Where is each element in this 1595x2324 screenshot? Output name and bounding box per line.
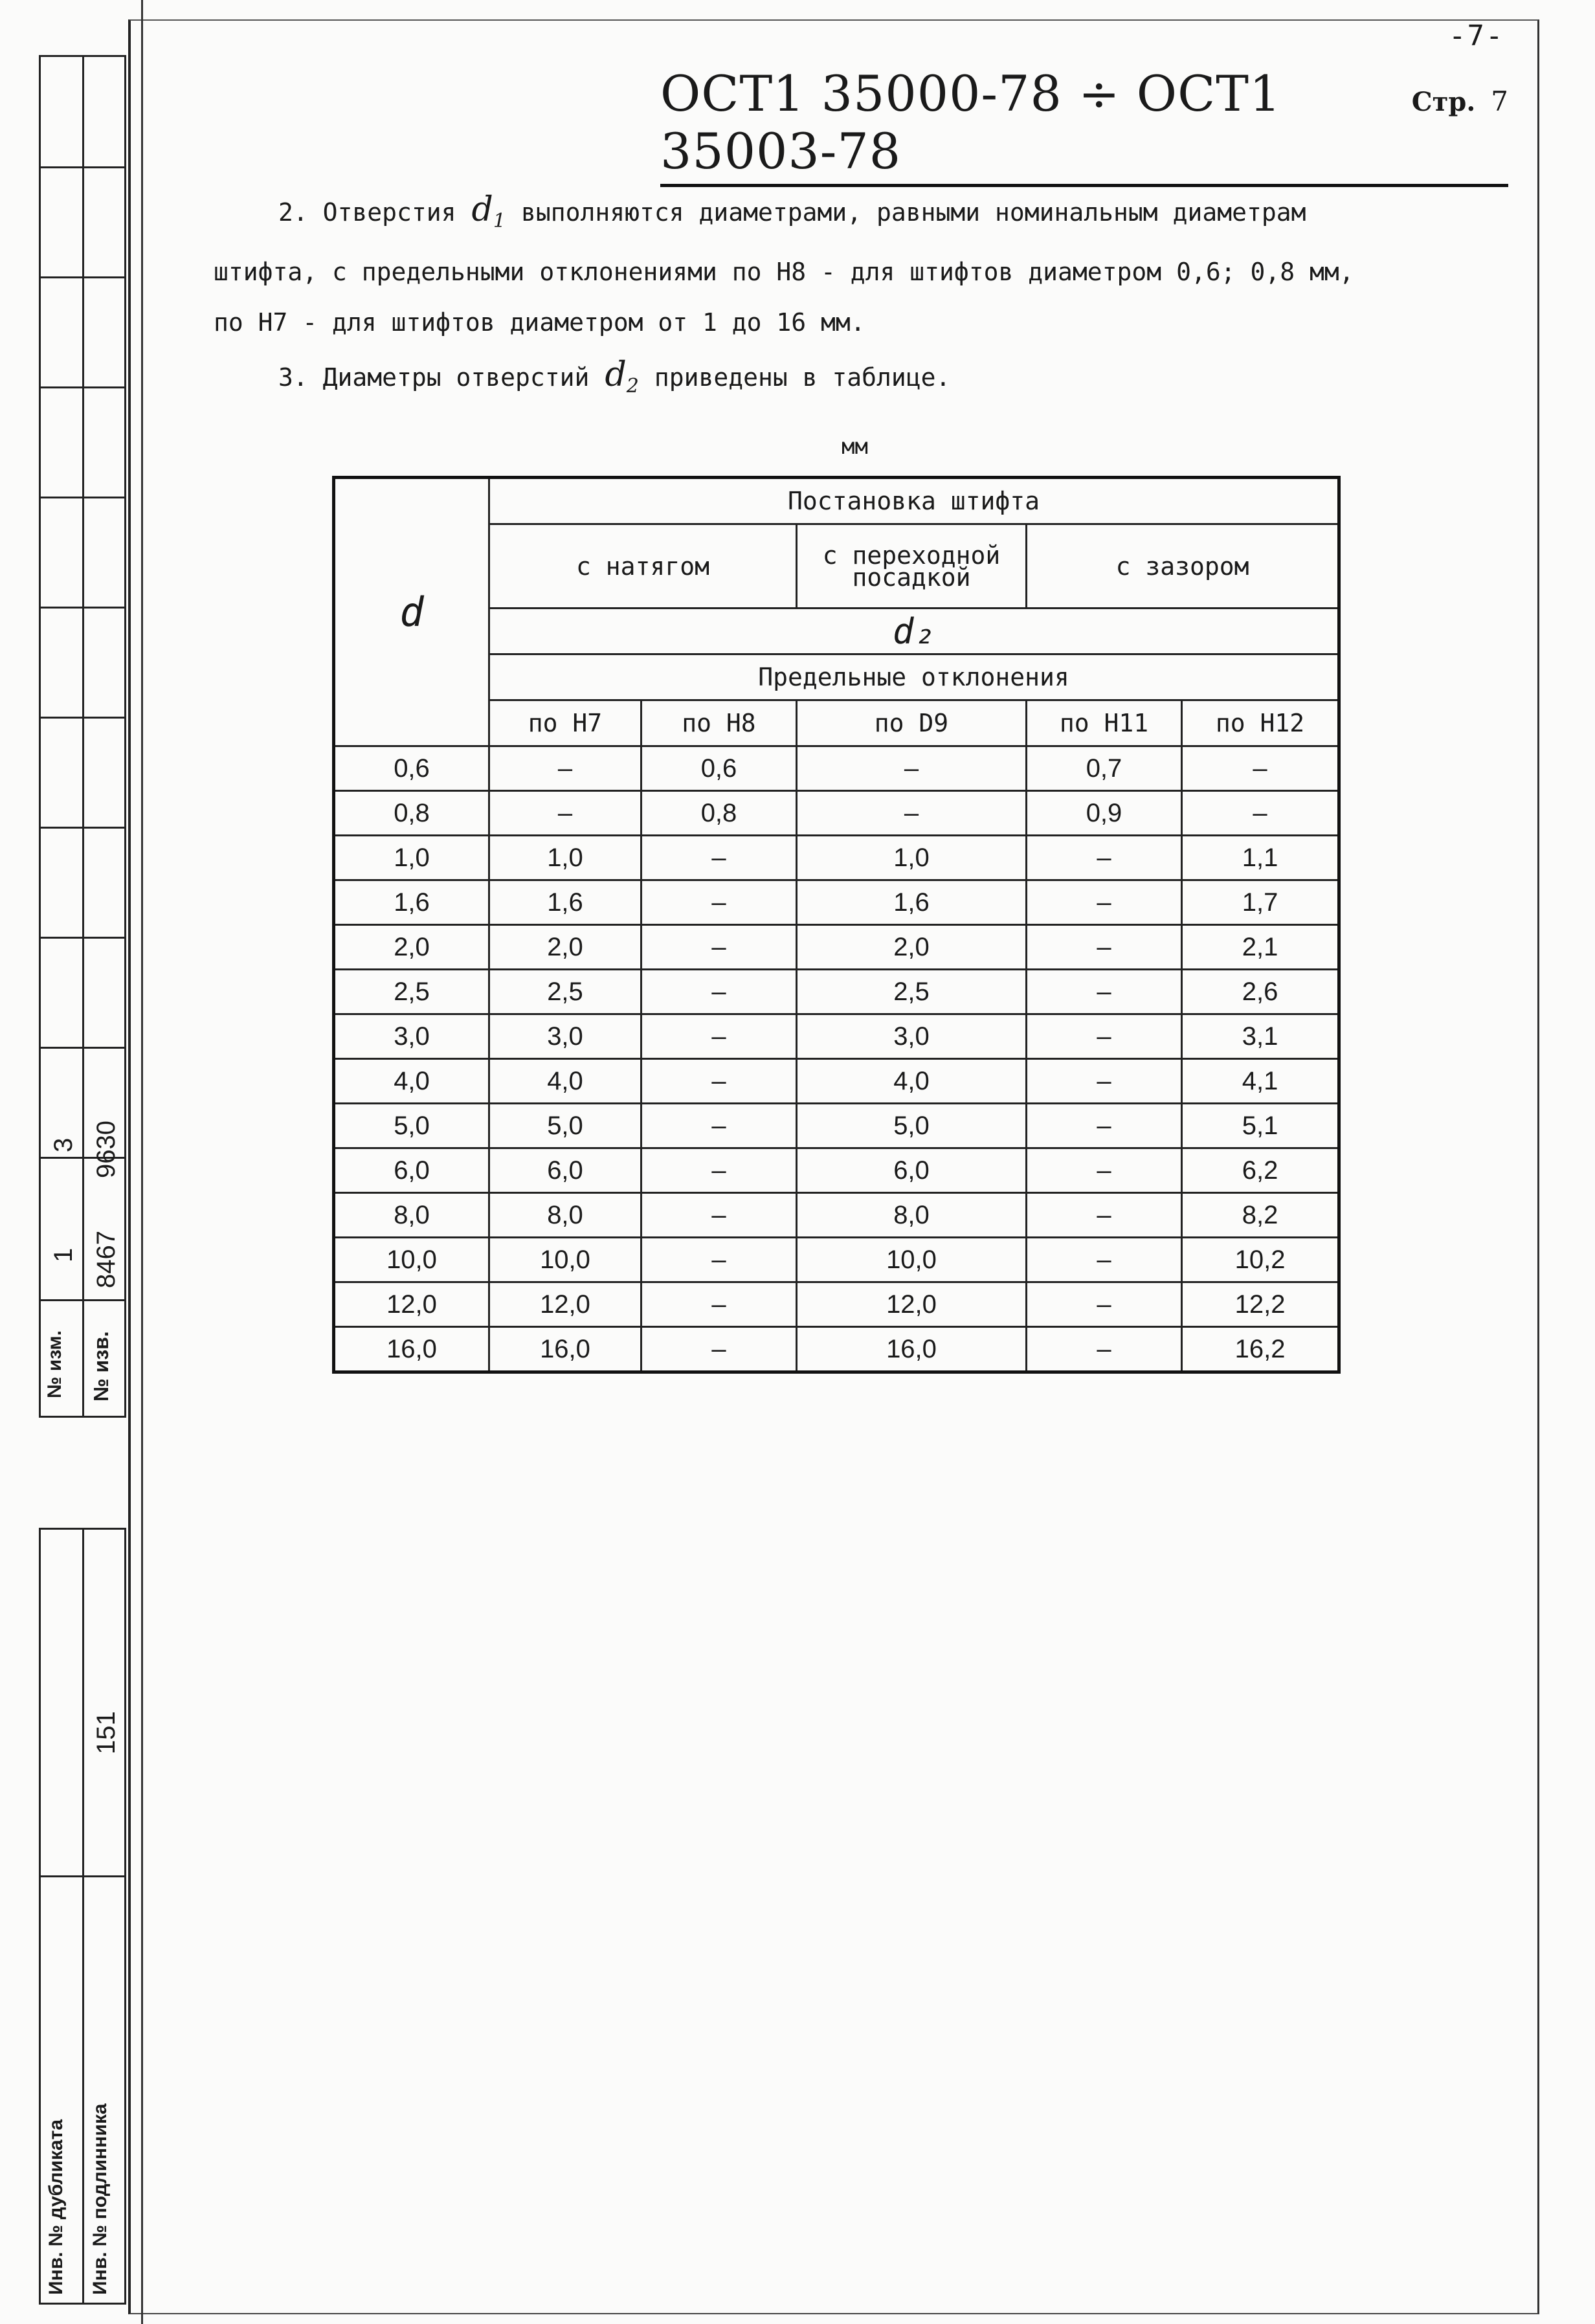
cell-d9: 5,0 [797, 1104, 1027, 1148]
col-h11: по Н11 [1027, 700, 1182, 746]
cell-h7: 10,0 [489, 1238, 641, 1282]
cell-h12: 10,2 [1182, 1238, 1339, 1282]
cell-h8: – [641, 880, 797, 925]
table-row [334, 746, 1339, 791]
document-header [660, 65, 1508, 187]
cell-h12: 12,2 [1182, 1282, 1339, 1327]
table-row [334, 1327, 1339, 1372]
table-row [334, 880, 1339, 925]
cell-d9: 1,0 [797, 836, 1027, 880]
cell-d9: 4,0 [797, 1059, 1027, 1104]
cell-h12: 4,1 [1182, 1059, 1339, 1104]
table-row [334, 1193, 1339, 1238]
symbol-d2: $d_2$ [605, 355, 639, 397]
page-label: Стр. [1411, 87, 1476, 117]
header-fit-interference: с натягом [489, 524, 797, 609]
table-row [334, 1238, 1339, 1282]
cell-h11: – [1027, 1104, 1182, 1148]
cell-h8: – [641, 1282, 797, 1327]
col-h12: по Н12 [1182, 700, 1339, 746]
cell-h7: 6,0 [489, 1148, 641, 1193]
cell-h11: – [1027, 1014, 1182, 1059]
cell-h12: – [1182, 791, 1339, 836]
cell-h7: 2,5 [489, 970, 641, 1014]
standard-title: ОСТ1 35000-78 ÷ ОСТ1 35003-78 [660, 65, 1282, 180]
para3-start: 3. Диаметры отверстий [278, 363, 590, 392]
table-row [334, 836, 1339, 880]
header-d: d [334, 478, 489, 746]
cell-d9: 10,0 [797, 1238, 1027, 1282]
cell-h8: 0,6 [641, 746, 797, 791]
cell-h11: 0,9 [1027, 791, 1182, 836]
cell-d9: – [797, 746, 1027, 791]
header-placement: Постановка штифта [489, 478, 1339, 524]
cell-h11: 0,7 [1027, 746, 1182, 791]
cell-h12: 3,1 [1182, 1014, 1339, 1059]
header-fit-transition: с переходной посадкой [797, 524, 1027, 609]
cell-h7: 12,0 [489, 1282, 641, 1327]
cell-h12: 2,6 [1182, 970, 1339, 1014]
table-row [334, 1148, 1339, 1193]
cell-h11: – [1027, 1238, 1182, 1282]
cell-h7: 2,0 [489, 925, 641, 970]
margin-col-a [39, 55, 84, 1418]
margin-divider [39, 276, 126, 278]
cell-h11: – [1027, 880, 1182, 925]
cell-h8: 0,8 [641, 791, 797, 836]
cell-h8: – [641, 1238, 797, 1282]
margin-divider [39, 497, 126, 498]
col-h8: по Н8 [641, 700, 797, 746]
cell-h12: 2,1 [1182, 925, 1339, 970]
paragraph-2 [214, 184, 1444, 348]
cell-h8: – [641, 1104, 797, 1148]
duplicate-label: Инв. № дубликата [45, 2119, 67, 2295]
paragraph-3 [214, 350, 950, 412]
margin-divider [39, 937, 126, 939]
para3-end: приведены в таблице. [654, 363, 951, 392]
cell-h12: – [1182, 746, 1339, 791]
table-row [334, 1104, 1339, 1148]
col-d9: по D9 [797, 700, 1027, 746]
cell-h7: 8,0 [489, 1193, 641, 1238]
cell-d: 5,0 [334, 1104, 489, 1148]
cell-d: 0,6 [334, 746, 489, 791]
cell-d9: – [797, 791, 1027, 836]
cell-h12: 8,2 [1182, 1193, 1339, 1238]
cell-d: 1,6 [334, 880, 489, 925]
change-no-1: 1 [49, 1247, 78, 1262]
margin-col-b [82, 55, 126, 1418]
cell-h12: 6,2 [1182, 1148, 1339, 1193]
cell-d9: 3,0 [797, 1014, 1027, 1059]
margin-divider [39, 1299, 126, 1301]
cell-d9: 8,0 [797, 1193, 1027, 1238]
cell-h7: 1,0 [489, 836, 641, 880]
para2-line3: по Н7 - для штифтов диаметром от 1 до 16 мм. [214, 308, 865, 337]
cell-h7: 3,0 [489, 1014, 641, 1059]
table-row [334, 925, 1339, 970]
para2-rest: выполняются диаметрами, равными номинальным диаметрам [520, 198, 1306, 227]
margin-divider [39, 1047, 126, 1049]
cell-h8: – [641, 1193, 797, 1238]
cell-d: 0,8 [334, 791, 489, 836]
cell-h11: – [1027, 1193, 1182, 1238]
margin-divider [39, 827, 126, 829]
original-no: 151 [92, 1711, 120, 1754]
para2-line2: штифта, с предельными отклонениями по Н8 - для штифтов диаметром 0,6; 0,8 мм, [214, 258, 1354, 286]
cell-h11: – [1027, 836, 1182, 880]
binding-line [141, 0, 143, 2324]
cell-d: 6,0 [334, 1148, 489, 1193]
unit-label: мм [842, 434, 868, 460]
cell-d: 2,5 [334, 970, 489, 1014]
change-no-label: № изм. [44, 1330, 65, 1398]
cell-h8: – [641, 1327, 797, 1372]
cell-h11: – [1027, 1327, 1182, 1372]
cell-d: 8,0 [334, 1193, 489, 1238]
cell-h11: – [1027, 1059, 1182, 1104]
cell-d9: 2,5 [797, 970, 1027, 1014]
cell-d: 16,0 [334, 1327, 489, 1372]
cell-d9: 12,0 [797, 1282, 1027, 1327]
page-mark: -7- [1449, 19, 1504, 52]
cell-h7: – [489, 791, 641, 836]
cell-h8: – [641, 1059, 797, 1104]
notice-no-label: № изв. [89, 1331, 113, 1402]
cell-h12: 16,2 [1182, 1327, 1339, 1372]
cell-d: 1,0 [334, 836, 489, 880]
cell-d9: 16,0 [797, 1327, 1027, 1372]
cell-h7: 5,0 [489, 1104, 641, 1148]
cell-d9: 2,0 [797, 925, 1027, 970]
cell-h8: – [641, 925, 797, 970]
para2-start: 2. Отверстия [278, 198, 456, 227]
header-d2: d₂ [489, 609, 1339, 654]
cell-d: 10,0 [334, 1238, 489, 1282]
table-row [334, 970, 1339, 1014]
table-row [334, 1014, 1339, 1059]
change-no-2: 3 [49, 1137, 78, 1152]
table-row [334, 791, 1339, 836]
cell-d: 4,0 [334, 1059, 489, 1104]
header-deviations: Предельные отклонения [489, 654, 1339, 700]
header-fit-clearance: с зазором [1027, 524, 1339, 609]
cell-h8: – [641, 970, 797, 1014]
cell-h12: 1,7 [1182, 880, 1339, 925]
notice-no-1: 8467 [92, 1231, 120, 1288]
cell-d: 2,0 [334, 925, 489, 970]
margin-divider [39, 166, 126, 168]
cell-h12: 5,1 [1182, 1104, 1339, 1148]
original-label: Инв. № подлинника [89, 2103, 111, 2295]
cell-d9: 1,6 [797, 880, 1027, 925]
cell-h11: – [1027, 1148, 1182, 1193]
cell-h11: – [1027, 1282, 1182, 1327]
page-number: 7 [1491, 85, 1508, 117]
diameter-table [332, 476, 1341, 1374]
col-h7: по Н7 [489, 700, 641, 746]
cell-h7: 16,0 [489, 1327, 641, 1372]
cell-h8: – [641, 836, 797, 880]
notice-no-2: 9630 [92, 1121, 120, 1178]
cell-d: 12,0 [334, 1282, 489, 1327]
margin-divider [39, 717, 126, 719]
cell-h7: 4,0 [489, 1059, 641, 1104]
margin-divider [39, 386, 126, 388]
cell-h12: 1,1 [1182, 836, 1339, 880]
cell-h7: – [489, 746, 641, 791]
cell-h11: – [1027, 925, 1182, 970]
table-row [334, 1059, 1339, 1104]
margin-divider [39, 607, 126, 609]
cell-h8: – [641, 1148, 797, 1193]
table-row [334, 1282, 1339, 1327]
cell-h7: 1,6 [489, 880, 641, 925]
cell-d9: 6,0 [797, 1148, 1027, 1193]
cell-h11: – [1027, 970, 1182, 1014]
symbol-d1: $d_1$ [471, 190, 506, 232]
cell-h8: – [641, 1014, 797, 1059]
cell-d: 3,0 [334, 1014, 489, 1059]
